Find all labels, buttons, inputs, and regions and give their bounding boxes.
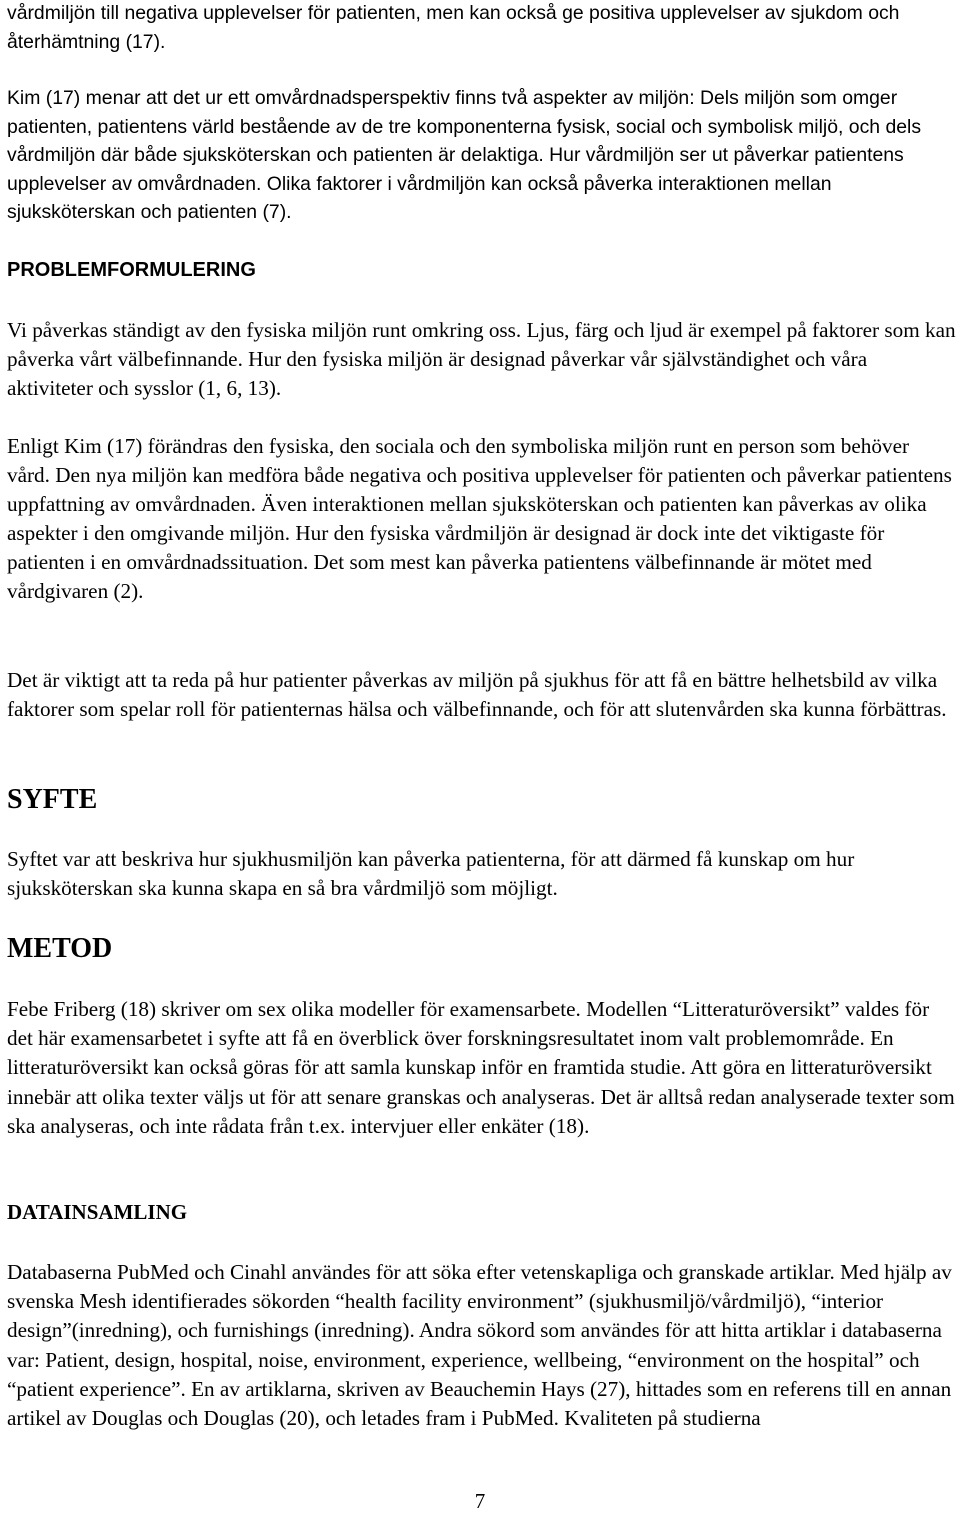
syfte-heading: SYFTE [7, 784, 98, 815]
intro-tail-paragraph: vårdmiljön till negativa upplevelser för patienten, men kan också ge positiva upplevelser av sjukdom och återhämtning (17). [7, 2, 900, 53]
problem-paragraph-3: Det är viktigt att ta reda på hur patienter påverkas av miljön på sjukhus för att få en bättre helhetsbild av vilka faktorer som spelar roll för patienternas hälsa och välbefinnande, och för att slutenvården ska kunna förbättras. [7, 668, 947, 721]
problem-paragraph-1: Vi påverkas ständigt av den fysiska miljön runt omkring oss. Ljus, färg och ljud är exempel på faktorer som kan påverka vårt välbefinnande. Hur den fysiska miljön är designad påverkar vår självständighet och våra aktiviteter och sysslor (1, 6, 13). [7, 318, 956, 400]
syfte-paragraph: Syftet var att beskriva hur sjukhusmiljön kan påverka patienterna, för att därmed få kunskap om hur sjuksköterskan ska kunna skapa en så bra vårdmiljö som möjligt. [7, 847, 855, 900]
metod-heading: METOD [7, 933, 113, 964]
datainsamling-heading: DATAINSAMLING [7, 1200, 188, 1224]
problem-heading: PROBLEMFORMULERING [7, 259, 256, 281]
metod-paragraph: Febe Friberg (18) skriver om sex olika modeller för examensarbete. Modellen “Litteraturöversikt” valdes för det här examensarbetet i syfte att få en överblick över forskningsresultatet inom valt problemområde. En litteraturöversikt kan också göras för att samla kunskap inför en framtida studie. Att göra en litteraturöversikt innebär att olika texter väljs ut för att senare granskas och analyseras. Det är alltså redan analyserade texter som ska analyseras, och inte rådata från t.ex. intervjuer eller enkäter (18). [7, 997, 955, 1138]
problem-paragraph-2: Enligt Kim (17) förändras den fysiska, den sociala och den symboliska miljön runt en person som behöver vård. Den nya miljön kan medföra både negativa och positiva upplevelser för patienten och påverkar patientens uppfattning av omvårdnaden. Även interaktionen mellan sjuksköterskan och patienten kan påverkas av olika aspekter i den omgivande miljön. Hur den fysiska vårdmiljön är designad är dock inte det viktigaste för patienten i en omvårdnadssituation. Det som mest kan påverka patientens välbefinnande är mötet med vårdgivaren (2). [7, 434, 952, 603]
page-number: 7 [474, 1489, 486, 1513]
datainsamling-paragraph: Databaserna PubMed och Cinahl användes för att söka efter vetenskapliga och granskade artiklar. Med hjälp av svenska Mesh identifierades sökorden “health facility environment” (sjukhusmiljö/vårdmiljö), “interior design”(inredning), och furnishings (inredning). Andra sökord som användes för att hitta artiklar i databaserna var: Patient, design, hospital, noise, environment, experience, wellbeing, “environment on the hospital” och “patient experience”. En av artiklarna, skriven av Beauchemin Hays (27), hittades som en referens till en annan artikel av Douglas och Douglas (20), och letades fram i PubMed. Kvaliteten på studierna [7, 1260, 952, 1431]
kim-paragraph: Kim (17) menar att det ur ett omvårdnadsperspektiv finns två aspekter av miljön: Dels miljön som omger patienten, patientens värld bestående av de tre komponenterna fysisk, social och symbolisk miljö, och dels vårdmiljön där både sjuksköterskan och patienten är delaktiga. Hur vårdmiljön ser ut påverkar patientens upplevelser av omvårdnaden. Olika faktorer i vårdmiljön kan också påverka interaktionen mellan sjuksköterskan och patienten (7). [7, 87, 922, 223]
